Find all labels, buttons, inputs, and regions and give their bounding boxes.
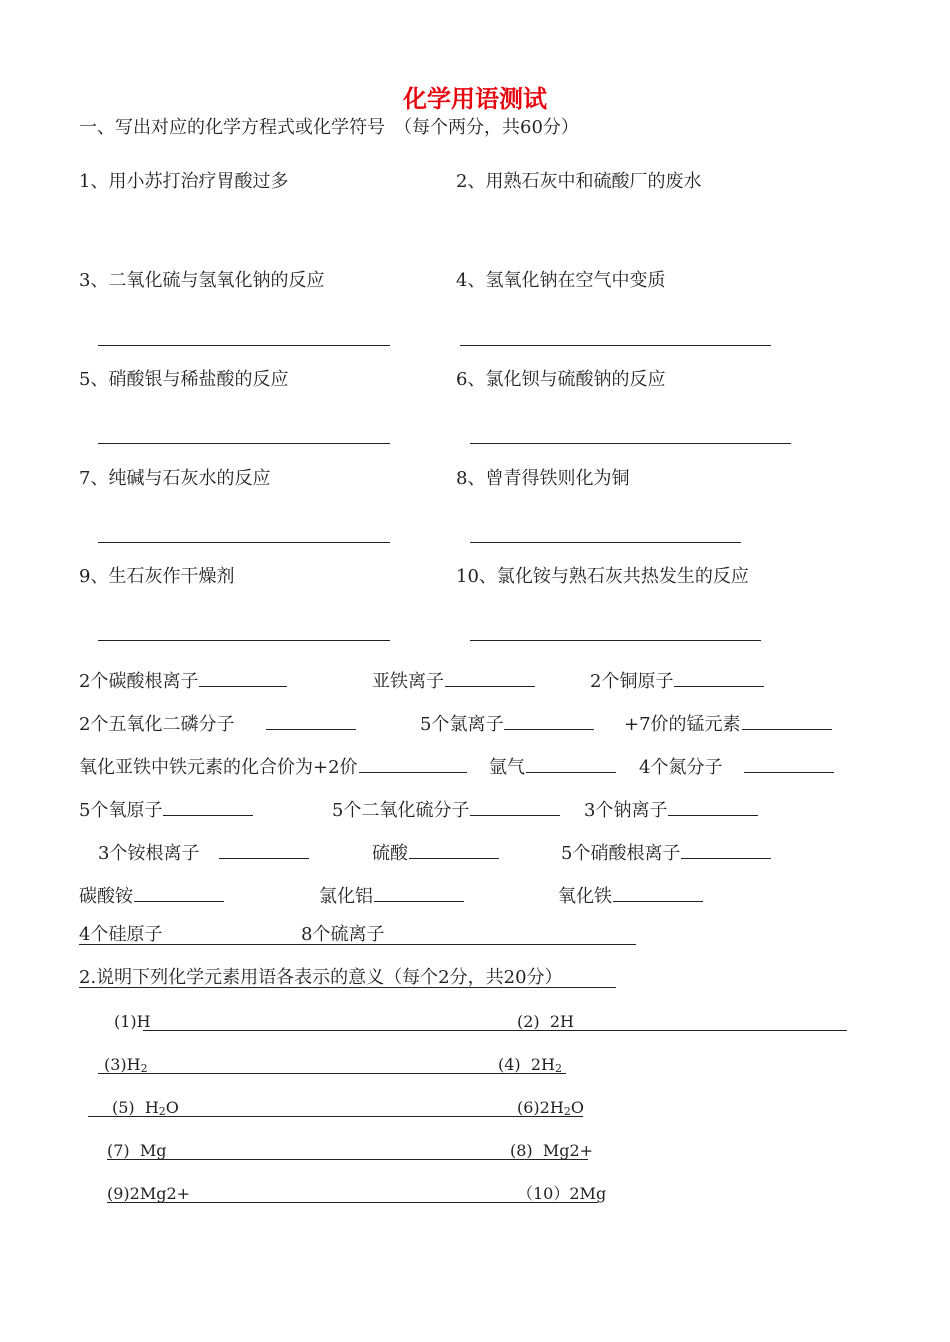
symbol-item: 氧化亚铁中铁元素的化合价为+2价 bbox=[79, 752, 467, 779]
blank[interactable] bbox=[266, 709, 356, 730]
page-title: 化学用语测试 bbox=[403, 85, 547, 113]
symbol-item: 3个钠离子 bbox=[584, 795, 758, 822]
answer-line-10[interactable] bbox=[470, 640, 761, 641]
blank[interactable] bbox=[504, 709, 594, 730]
blank[interactable] bbox=[409, 838, 499, 859]
symbol-item: 2个铜原子 bbox=[590, 666, 764, 693]
blank[interactable] bbox=[219, 838, 309, 859]
meaning-item-3: $(3)H_2$ bbox=[104, 1055, 148, 1075]
blank[interactable] bbox=[163, 795, 253, 816]
equation-prompt-2: 2、用熟石灰中和硫酸厂的废水 bbox=[456, 171, 702, 192]
symbol-item: +7价的锰元素 bbox=[624, 709, 832, 736]
blank[interactable] bbox=[674, 666, 764, 687]
meaning-item-4: (4) $2H_2$ bbox=[498, 1055, 562, 1075]
symbol-item: 3个铵根离子 bbox=[98, 838, 309, 865]
symbol-item-silicon: 4个硅原子 bbox=[79, 924, 163, 945]
answer-line-7[interactable] bbox=[98, 542, 390, 543]
equation-prompt-10: 10、氯化铵与熟石灰共热发生的反应 bbox=[456, 566, 749, 587]
meaning-item-7: (7) Mg bbox=[107, 1141, 167, 1160]
blank[interactable] bbox=[374, 881, 464, 902]
meaning-line-3-4[interactable] bbox=[98, 1073, 566, 1074]
symbol-item: 5个二氧化硫分子 bbox=[332, 795, 560, 822]
blank[interactable] bbox=[470, 795, 560, 816]
section1-heading: 一、写出对应的化学方程式或化学符号 （每个两分，共60分） bbox=[79, 117, 579, 138]
symbol-item: 硫酸 bbox=[372, 838, 499, 865]
blank[interactable] bbox=[199, 666, 287, 687]
equation-prompt-8: 8、曾青得铁则化为铜 bbox=[456, 468, 630, 489]
symbol-item-sulfur: 8个硫离子 bbox=[301, 924, 385, 945]
symbol-item: 亚铁离子 bbox=[372, 666, 535, 693]
symbol-item: 5个氯离子 bbox=[420, 709, 594, 736]
answer-line-4[interactable] bbox=[460, 345, 771, 346]
symbol-item: 碳酸铵 bbox=[79, 881, 224, 908]
symbol-item: 氯化铝 bbox=[319, 881, 464, 908]
symbol-item: 5个氧原子 bbox=[79, 795, 253, 822]
meaning-item-9: (9)2Mg2+ bbox=[107, 1184, 191, 1203]
symbol-item: 氧化铁 bbox=[558, 881, 703, 908]
blank[interactable] bbox=[613, 881, 703, 902]
equation-prompt-6: 6、氯化钡与硫酸钠的反应 bbox=[456, 369, 666, 390]
blank[interactable] bbox=[134, 881, 224, 902]
equation-prompt-5: 5、硝酸银与稀盐酸的反应 bbox=[79, 369, 289, 390]
equation-prompt-1: 1、用小苏打治疗胃酸过多 bbox=[79, 171, 289, 192]
blank[interactable] bbox=[742, 709, 832, 730]
meaning-item-5: (5) $H_2O$ bbox=[112, 1098, 179, 1118]
symbol-item: 2个碳酸根离子 bbox=[79, 666, 287, 693]
meaning-item-8: (8) Mg2+ bbox=[510, 1141, 594, 1160]
meaning-line-1-2[interactable] bbox=[143, 1030, 847, 1031]
equation-prompt-7: 7、纯碱与石灰水的反应 bbox=[79, 468, 271, 489]
answer-line-8[interactable] bbox=[470, 542, 741, 543]
answer-line-3[interactable] bbox=[98, 345, 390, 346]
meaning-item-6: $(6)2H_2O$ bbox=[517, 1098, 584, 1118]
equation-prompt-3: 3、二氧化硫与氢氧化钠的反应 bbox=[79, 270, 325, 291]
answer-line-9[interactable] bbox=[98, 640, 390, 641]
symbol-item: 4个氮分子 bbox=[639, 752, 834, 779]
section2-heading: 2.说明下列化学元素用语各表示的意义（每个2分，共20分） bbox=[79, 967, 563, 988]
blank[interactable] bbox=[445, 666, 535, 687]
meaning-item-10: （10）2Mg bbox=[517, 1184, 607, 1203]
blank[interactable] bbox=[359, 752, 467, 773]
symbol-item: 氩气 bbox=[489, 752, 616, 779]
equation-prompt-9: 9、生石灰作干燥剂 bbox=[79, 566, 235, 587]
equation-prompt-4: 4、氢氧化钠在空气中变质 bbox=[456, 270, 666, 291]
answer-line-5[interactable] bbox=[98, 443, 390, 444]
blank[interactable] bbox=[526, 752, 616, 773]
meaning-item-2: (2) 2H bbox=[517, 1012, 574, 1031]
meaning-item-1: (1)H bbox=[114, 1012, 151, 1031]
blank[interactable] bbox=[668, 795, 758, 816]
answer-line-6[interactable] bbox=[470, 443, 791, 444]
blank[interactable] bbox=[681, 838, 771, 859]
symbol-item: 2个五氧化二磷分子 bbox=[79, 709, 356, 736]
symbol-item: 5个硝酸根离子 bbox=[561, 838, 771, 865]
blank[interactable] bbox=[744, 752, 834, 773]
